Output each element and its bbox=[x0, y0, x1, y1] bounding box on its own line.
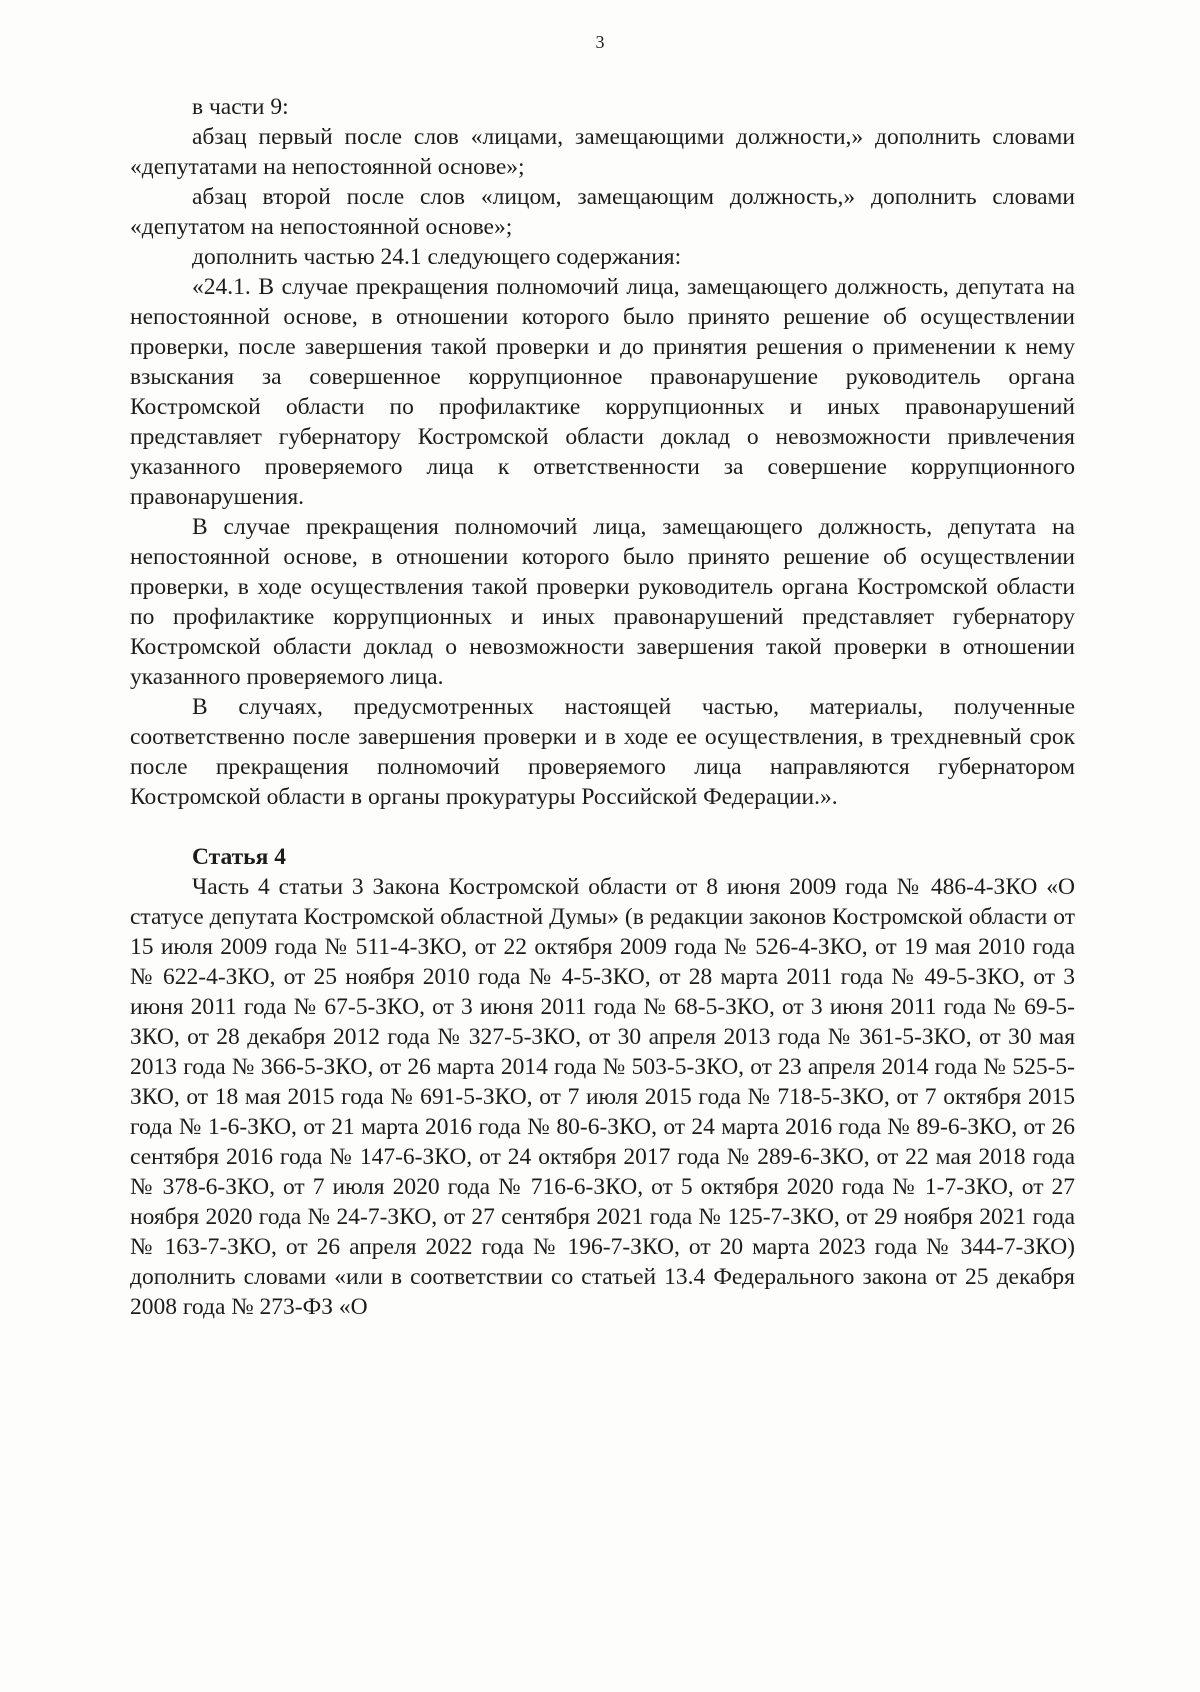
paragraph-first-abzats: абзац первый после слов «лицами, замещающими должности,» дополнить словами «депутатами на непостоянной основе»; bbox=[130, 124, 1075, 180]
paragraph-part-9: в части 9: bbox=[192, 94, 289, 120]
document-body bbox=[130, 92, 1075, 1322]
paragraph-add-part: дополнить частью 24.1 следующего содержания: bbox=[192, 244, 682, 270]
paragraph-24-1-third: В случаях, предусмотренных настоящей частью, материалы, полученные соответственно после завершения проверки и в ходе ее осуществления, в трехдневный срок после прекращения полномочий проверяемого лица направляются губернатором Костромской области в органы прокуратуры Российской Федерации.». bbox=[130, 694, 1075, 810]
article-heading: Статья 4 bbox=[192, 844, 286, 870]
article-4-paragraph: Часть 4 статьи 3 Закона Костромской области от 8 июня 2009 года № 486-4-ЗКО «О статусе депутата Костромской областной Думы» (в редакции законов Костромской области от 15 июля 2009 года № 511-4-ЗКО, от 22 октября 2009 года № 526-4-ЗКО, от 19 мая 2010 года № 622-4-ЗКО, от 25 ноября 2010 года № 4-5-ЗКО, от 28 марта 2011 года № 49-5-ЗКО, от 3 июня 2011 года № 67-5-ЗКО, от 3 июня 2011 года № 68-5-ЗКО, от 3 июня 2011 года № 69-5-ЗКО, от 28 декабря 2012 года № 327-5-ЗКО, от 30 апреля 2013 года № 361-5-ЗКО, от 30 мая 2013 года № 366-5-ЗКО, от 26 марта 2014 года № 503-5-ЗКО, от 23 апреля 2014 года № 525-5-ЗКО, от 18 мая 2015 года № 691-5-ЗКО, от 7 июля 2015 года № 718-5-ЗКО, от 7 октября 2015 года № 1-6-ЗКО, от 21 марта 2016 года № 80-6-ЗКО, от 24 марта 2016 года № 89-6-ЗКО, от 26 сентября 2016 года № 147-6-ЗКО, от 24 октября 2017 года № 289-6-ЗКО, от 22 мая 2018 года № 378-6-ЗКО, от 7 июля 2020 года № 716-6-ЗКО, от 5 октября 2020 года № 1-7-ЗКО, от 27 ноября 2020 года № 24-7-ЗКО, от 27 сентября 2021 года № 125-7-ЗКО, от 29 ноября 2021 года № 163-7-ЗКО, от 26 апреля 2022 года № 196-7-ЗКО, от 20 марта 2023 года № 344-7-ЗКО) дополнить словами «или в соответствии со статьей 13.4 Федерального закона от 25 декабря 2008 года № 273-ФЗ «О bbox=[130, 874, 1075, 1320]
paragraph-24-1: «24.1. В случае прекращения полномочий лица, замещающего должность, депутата на непостоянной основе, в отношении которого было принято решение об осуществлении проверки, после завершения такой проверки и до принятия решения о применении к нему взыскания за совершенное коррупционное правонарушение руководитель органа Костромской области по профилактике коррупционных и иных правонарушений представляет губернатору Костромской области доклад о невозможности привлечения указанного проверяемого лица к ответственности за совершение коррупционного правонарушения. bbox=[130, 274, 1075, 510]
paragraph-second-abzats: абзац второй после слов «лицом, замещающим должность,» дополнить словами «депутатом на непостоянной основе»; bbox=[130, 184, 1075, 240]
paragraph-24-1-second: В случае прекращения полномочий лица, замещающего должность, депутата на непостоянной основе, в отношении которого было принято решение об осуществлении проверки, в ходе осуществления такой проверки руководитель органа Костромской области по профилактике коррупционных и иных правонарушений представляет губернатору Костромской области доклад о невозможности завершения такой проверки в отношении указанного проверяемого лица. bbox=[130, 514, 1075, 690]
page-number: 3 bbox=[595, 32, 605, 52]
